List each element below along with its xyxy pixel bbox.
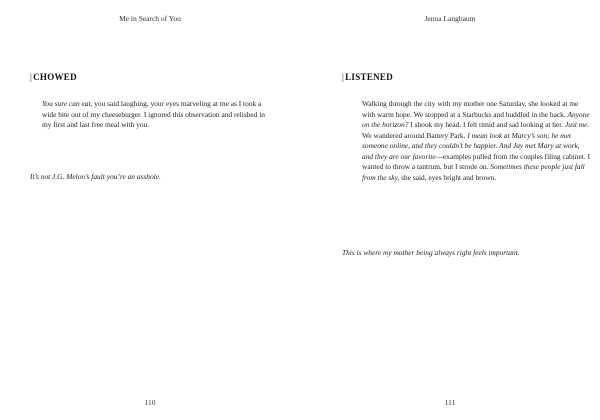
page-number: 110: [144, 398, 156, 407]
body-segment: —examples pulled from the couples filing cabinet. I wanted to throw a tantrum, but I strode on.: [362, 151, 590, 171]
body-segment: I mean look at Marcy’s son; he met someone online, and they couldn’t be happier. And Jay met Mary at work, and they are our favorite: [362, 130, 580, 161]
body-segment: Anyone on the horizon?: [362, 109, 590, 129]
running-head-author: Jenna Langbaum: [424, 14, 476, 23]
right-page: [300, 0, 600, 420]
body-segment: she said, eyes bright and brown.: [399, 172, 497, 182]
body-paragraph: [362, 99, 592, 183]
body-segment: Walking through the city with my mother one Saturday, she looked at me with warm hope. We stopped at a Starbucks and huddled in the back.: [362, 99, 579, 119]
closing-line: It’s not J.G. Melon’s fault you’re an asshole.: [30, 172, 161, 181]
page-number: 111: [444, 398, 456, 407]
body-segment: you said laughing, your eyes marveling at me as I took a wide bite out of my cheeseburger. I ignored this observation and relished in my first and last free meal with you.: [42, 99, 265, 129]
body-segment: Just me.: [565, 120, 590, 129]
section-heading-chowed: [30, 72, 77, 82]
body-segment: Sometimes these people just fall from the sky,: [362, 162, 585, 182]
body-segment: You sure can eat,: [42, 99, 93, 108]
heading-text: LISTENED: [345, 72, 394, 82]
heading-bar: |: [342, 72, 345, 82]
heading-bar: |: [30, 72, 33, 82]
body-segment: I shook my head. I felt timid and sad looking at her.: [408, 120, 566, 129]
body-segment: We wandered around Battery Park.: [362, 130, 468, 140]
running-head-title: Me in Search of You: [119, 14, 181, 23]
section-heading-listened: [342, 72, 393, 82]
closing-line: This is where my mother being always right feels important.: [342, 248, 520, 257]
body-paragraph: [42, 99, 272, 131]
heading-text: CHOWED: [33, 72, 77, 82]
